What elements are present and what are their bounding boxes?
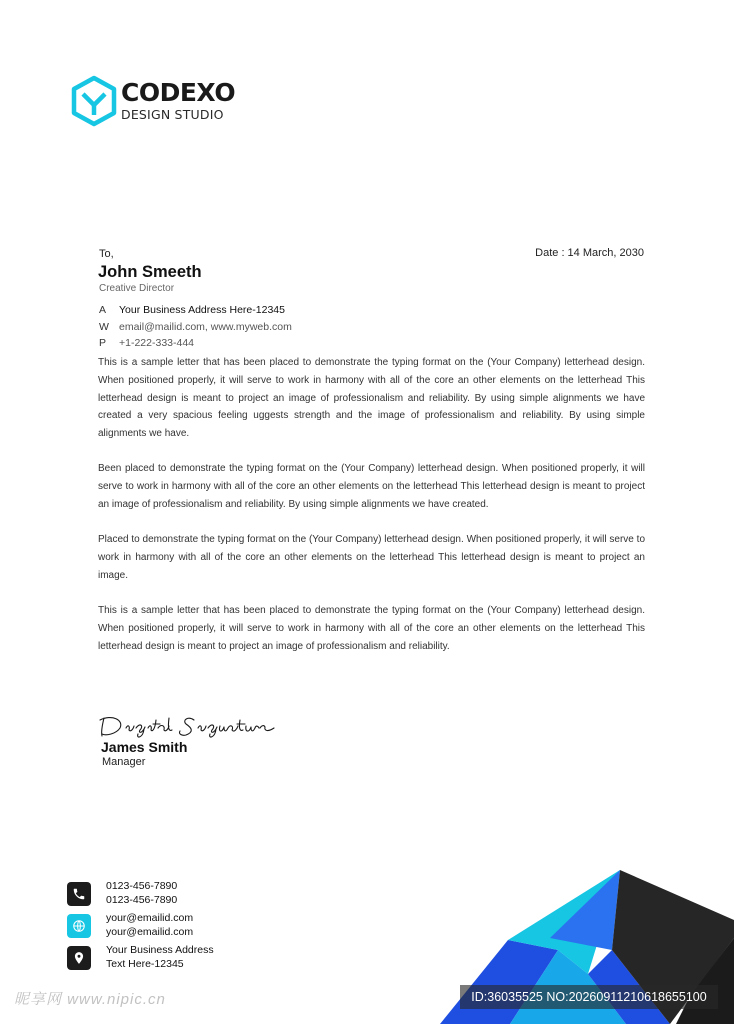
paragraph-1: This is a sample letter that has been placed to demonstrate the typing format on the (Your Company) letterhead design. When positioned properly, it will serve to work in harmony with all of the core an other elements on the letterhead This letterhead design is meant to project an image of professionalism and reliability. By using simple alignments we have created a very spacious feeling uggests strength and the image of professionalism and reliability. By using simple alignments we have. [98,357,645,440]
footer-email-line-1: your@emailid.com [106,912,194,924]
footer-address [67,944,214,971]
phone-icon [67,882,91,906]
letter-body [98,354,645,673]
web-key: W [99,320,109,333]
footer-phone-line-1: 0123-456-7890 [106,880,178,892]
recipient-contact [99,302,292,352]
footer-phone-line-2: 0123-456-7890 [106,893,178,906]
footer-email-line-2: your@emailid.com [106,925,194,938]
id-watermark: ID:36035525 NO:20260911210618655100 [460,985,718,1009]
address-value: Your Business Address Here-12345 [119,304,285,317]
hexagon-logo-icon [70,75,118,127]
brand-name: CODEXO [121,78,236,108]
handwritten-signature [98,712,276,738]
signer-name: James Smith [101,739,188,755]
footer-email [67,912,214,939]
address-key: A [99,304,107,317]
footer-contacts [67,880,214,976]
signer-title: Manager [102,756,146,768]
recipient-name: John Smeeth [98,263,202,281]
footer-address-line-2: Text Here-12345 [106,957,184,970]
web-row [99,319,292,336]
company-logo [70,75,235,127]
recipient-title: Creative Director [99,283,175,294]
footer-phone [67,880,214,907]
footer-address-line-1: Your Business Address [106,944,214,956]
location-pin-icon [67,946,91,970]
brand-tagline: DESIGN STUDIO [121,107,224,123]
letter-date: Date : 14 March, 2030 [535,247,644,259]
phone-key: P [99,337,107,350]
paragraph-3: Placed to demonstrate the typing format on the (Your Company) letterhead design. When positioned properly, it will serve to work in harmony with all of the core an other elements on the letterhead This letterhead design is meant to project an image. [98,534,645,581]
address-row [99,302,292,319]
globe-icon [67,914,91,938]
paragraph-2: Been placed to demonstrate the typing format on the (Your Company) letterhead design. When positioned properly, it will serve to work in harmony with all of the core an other elements on the letterhead This letterhead design is meant to project an image of professionalism and reliability. By using simple alignments we have created. [98,463,645,511]
phone-value: +1-222-333-444 [119,337,195,350]
paragraph-4: This is a sample letter that has been placed to demonstrate the typing format on the (Your Company) letterhead design. When positioned properly, it will serve to work in harmony with all of the core an other elements on the letterhead This letterhead design is meant to project an image of professionalism and reliability. [98,605,645,652]
phone-row [99,335,292,352]
site-watermark: 昵享网 www.nipic.cn [14,991,166,1008]
web-value: email@mailid.com, www.myweb.com [119,320,292,333]
to-label: To, [99,248,114,260]
